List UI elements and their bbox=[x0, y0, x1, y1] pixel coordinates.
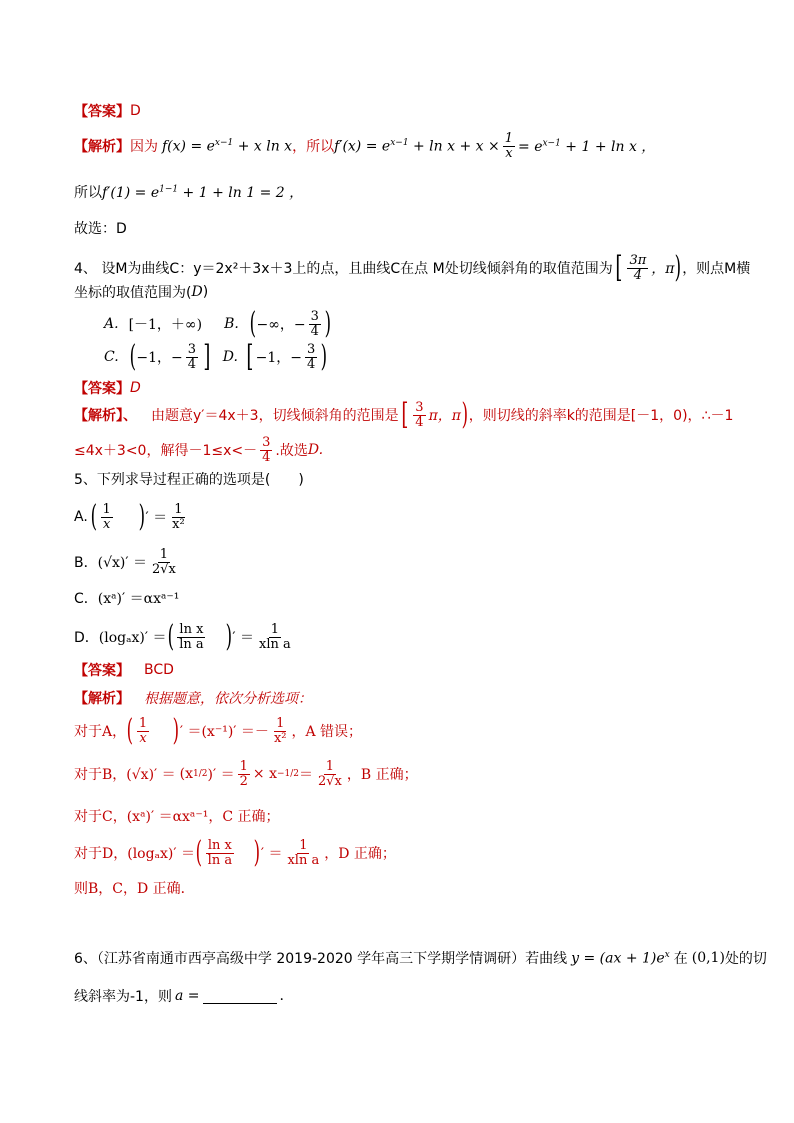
analysis-pi: π，π bbox=[428, 408, 461, 424]
so-prefix: 所以 bbox=[74, 185, 102, 201]
q5-analysis-intro bbox=[74, 688, 312, 708]
q5-analysis-d: 对于D， (logₐx)′ ＝ ( $\frac{\text{ln x}}{\text{ln a}}$ ) ′ ＝ $\frac{1}{\text{xln a}}$ ，D 正确； bbox=[74, 835, 396, 870]
q3-analysis-line1 bbox=[74, 132, 655, 160]
analysis-a-end: ，A 错误； bbox=[291, 724, 363, 740]
answer-value: D bbox=[130, 380, 141, 396]
fraction-3pi-4: $\frac{3\pi}{4}$ bbox=[629, 252, 647, 283]
answer-value: BCD bbox=[144, 662, 174, 678]
q4-stem-end: 坐标的取值范围为( bbox=[74, 285, 192, 301]
analysis-text: 因为 bbox=[130, 139, 158, 156]
q4-options-ab: A. [－1，＋∞) B. ( −∞，− $\frac{3}{4}$ ) bbox=[104, 306, 332, 341]
analysis-b-mid4: × x bbox=[252, 766, 277, 783]
option-d-result: $\frac{1}{\text{xln a}}$ bbox=[259, 621, 291, 652]
option-b-result: $\frac{1}{2√x}$ bbox=[151, 547, 176, 577]
analysis-d-result: $\frac{1}{\text{xln a}}$ bbox=[287, 837, 320, 868]
analysis-d-fraction: $\frac{\text{ln x}}{\text{ln a}}$ bbox=[207, 837, 233, 868]
option-d-label: D． bbox=[74, 630, 99, 646]
analysis-d-eq: ′ ＝ bbox=[260, 846, 283, 862]
q3-analysis-line2 bbox=[74, 182, 303, 202]
option-c-label: C. bbox=[104, 349, 119, 365]
analysis-choose: .故选 bbox=[275, 443, 308, 460]
analysis-a-fraction: $\frac{1}{x}$ bbox=[138, 715, 148, 746]
analysis-tag: 【解析】 bbox=[74, 691, 130, 707]
q6-curve: $y = (ax + 1)e^x$ bbox=[571, 949, 670, 967]
f1-expression: $f'(1) = e^{1-1} + 1 + \ln 1 = 2$ ， bbox=[102, 184, 304, 201]
q4-stem-line1 bbox=[74, 250, 751, 285]
option-c-text: (xᵃ)′ ＝αxᵃ⁻¹ bbox=[97, 591, 180, 607]
option-a-label: A. bbox=[74, 509, 88, 525]
q5-option-b bbox=[74, 548, 181, 576]
option-d-lhs: (logₐx)′ ＝ bbox=[98, 630, 167, 646]
analysis-text-line2: ≤4x＋3<0，解得－1≤x<－ bbox=[74, 443, 258, 460]
q5-stem bbox=[74, 469, 304, 489]
q5-analysis-c bbox=[74, 806, 280, 826]
q6-variable: a = bbox=[174, 988, 200, 1004]
option-a-label: A. bbox=[104, 316, 119, 332]
q4-stem-answer: D bbox=[191, 284, 203, 300]
option-a-fraction: $\frac{1}{x}$ bbox=[102, 501, 111, 532]
q6-stem: 6、（江苏省南通市西亭高级中学 2019-2020 学年高三下学期学情调研）若曲线 bbox=[74, 951, 568, 967]
answer-tag: 【答案】 bbox=[74, 663, 130, 679]
fraction-1-over-x: $\frac{1}{x}$ bbox=[504, 131, 514, 161]
q6-stem-line2-text: 线斜率为-1，则 bbox=[74, 989, 172, 1005]
analysis-a-result: $\frac{1}{\text{x²}}$ bbox=[273, 715, 287, 746]
analysis-fraction-2: $\frac{3}{4}$ bbox=[262, 435, 271, 465]
fx-expression: $f(x) = e^{x-1} + x$ ln x bbox=[162, 137, 293, 155]
analysis-b-mid5: ＝ bbox=[299, 767, 313, 784]
q6-at: 在 bbox=[673, 951, 688, 967]
option-d-fraction: $\frac{3}{4}$ bbox=[307, 341, 316, 372]
q5-stem-text: 5、下列求导过程正确的选项是( ) bbox=[74, 472, 304, 488]
option-b-fraction: $\frac{3}{4}$ bbox=[310, 308, 319, 339]
q4-stem-line2 bbox=[74, 282, 208, 302]
analysis-b-power: (x bbox=[179, 766, 194, 783]
q5-option-a: A. ( $\frac{1}{x}$ ) ′ ＝ $\frac{1}{\text{x²}}$ bbox=[74, 499, 185, 534]
analysis-intro: 根据题意，依次分析选项： bbox=[144, 691, 312, 707]
analysis-d-end: ，D 正确； bbox=[324, 846, 396, 862]
option-d-value: −1，− bbox=[255, 350, 303, 366]
q5-option-d: D． (logₐx)′ ＝ ( $\frac{\text{ln x}}{\text{ln a}}$ ) ′ ＝ $\frac{1}{\text{xln a}}$ bbox=[74, 619, 291, 654]
analysis-b-label: 对于B， bbox=[74, 767, 127, 784]
q4-stem-cont: ，则点M横 bbox=[682, 261, 751, 277]
q4-analysis-line1: 【解析】、 由题意y′＝4x＋3，切线倾斜角的范围是 [ $\frac{3}{4}$ π，π ) ，则切线的斜率k的范围是[－1，0)，∴－1 bbox=[74, 397, 734, 432]
analysis-b-end: ，B 正确； bbox=[346, 767, 418, 784]
q6-point: (0,1) bbox=[691, 950, 725, 966]
analysis-tag: 【解析】 bbox=[74, 139, 130, 156]
q3-choice-line bbox=[74, 218, 127, 238]
option-c-fraction: $\frac{3}{4}$ bbox=[187, 341, 197, 372]
q6-stem-line2 bbox=[74, 986, 284, 1006]
analysis-b-mid1: (√x)′ ＝ bbox=[126, 767, 176, 784]
analysis-text-cont: ，则切线的斜率k的范围是[－1，0)，∴－1 bbox=[468, 408, 734, 424]
answer-blank[interactable] bbox=[203, 989, 277, 1004]
option-d-eq: ′ ＝ bbox=[232, 630, 254, 646]
analysis-answer: D. bbox=[307, 442, 324, 459]
answer-tag: 【答案】 bbox=[74, 381, 130, 397]
q4-options-cd: C. ( −1，− $\frac{3}{4}$ ] D. [ −1，− $\frac{3}{4}$ ) bbox=[104, 339, 328, 374]
option-b-value: −∞，− bbox=[256, 317, 306, 333]
option-c-value: −1，− bbox=[136, 350, 183, 366]
analysis-d-mid: (logₐx)′ ＝ bbox=[127, 846, 195, 862]
q4-analysis-line2 bbox=[74, 436, 323, 464]
analysis-c-label: 对于C， bbox=[74, 809, 127, 825]
q4-answer-line bbox=[74, 378, 141, 398]
q5-conclusion bbox=[74, 878, 195, 898]
option-b-label: B． bbox=[74, 555, 98, 572]
analysis-a-label: 对于A， bbox=[74, 724, 127, 740]
q6-period: . bbox=[279, 988, 284, 1004]
q5-answer-line bbox=[74, 660, 174, 680]
option-b-lhs: (√x)′ ＝ bbox=[97, 555, 147, 572]
q5-analysis-a: 对于A， ( $\frac{1}{x}$ ) ′ ＝(x⁻¹)′ ＝－ $\frac{1}{\text{x²}}$ ，A 错误； bbox=[74, 713, 363, 748]
pi-text: ，π bbox=[651, 261, 675, 277]
option-d-label: D. bbox=[222, 349, 238, 365]
q3-answer-line bbox=[74, 101, 141, 121]
q4-stem: 4、 设M为曲线C：y＝2x²＋3x＋3上的点，且曲线C在点 M处切线倾斜角的取值范围为 bbox=[74, 261, 613, 277]
option-a-eq: ′ ＝ bbox=[145, 510, 168, 526]
analysis-fraction: $\frac{3}{4}$ bbox=[415, 399, 424, 430]
choice-text: 故选：D bbox=[74, 221, 127, 237]
answer-value: D bbox=[130, 103, 141, 119]
q6-stem-line1 bbox=[74, 948, 767, 968]
analysis-b-half: $\frac{1}{2}$ bbox=[239, 759, 248, 789]
q5-analysis-b bbox=[74, 760, 418, 788]
analysis-b-result: $\frac{1}{2√x}$ bbox=[318, 759, 342, 789]
q6-stem-cont: 处的切 bbox=[724, 951, 767, 967]
option-b-label: B. bbox=[224, 316, 239, 332]
fpx-expression: $f'(x) = e^{x-1} + \ln x + x$ × bbox=[334, 137, 500, 155]
analysis-b-mid3: )′ ＝ bbox=[207, 767, 235, 784]
analysis-c-end: ，C 正确； bbox=[208, 809, 280, 825]
analysis-a-mid: ′ ＝(x⁻¹)′ ＝－ bbox=[179, 724, 269, 740]
option-c-label: C． bbox=[74, 591, 98, 607]
paren-close: ) bbox=[675, 250, 682, 285]
option-d-fraction: $\frac{\text{ln x}}{\text{ln a}}$ bbox=[179, 621, 204, 652]
fpx-result: = $e^{x-1} + 1 + \ln x$ ， bbox=[518, 138, 656, 156]
q4-stem-paren: ) bbox=[202, 284, 209, 300]
q5-option-c bbox=[74, 588, 179, 608]
option-a-value: [－1，＋∞) bbox=[128, 317, 203, 333]
analysis-d-label: 对于D， bbox=[74, 846, 128, 862]
analysis-b-exp2: −1/2 bbox=[276, 769, 299, 780]
bracket-open: [ bbox=[615, 250, 623, 285]
option-a-result: $\frac{1}{\text{x²}}$ bbox=[172, 501, 185, 532]
conclusion-text: 则B，C，D 正确． bbox=[74, 881, 195, 897]
analysis-b-exp: 1/2 bbox=[193, 769, 208, 780]
analysis-text: 由题意y′＝4x＋3，切线倾斜角的范围是 bbox=[151, 408, 399, 424]
so-text: ，所以 bbox=[292, 139, 335, 156]
answer-tag: 【答案】 bbox=[74, 104, 130, 120]
analysis-tag: 【解析】、 bbox=[74, 408, 137, 424]
analysis-c-mid: (xᵃ)′ ＝αxᵃ⁻¹ bbox=[126, 809, 209, 825]
